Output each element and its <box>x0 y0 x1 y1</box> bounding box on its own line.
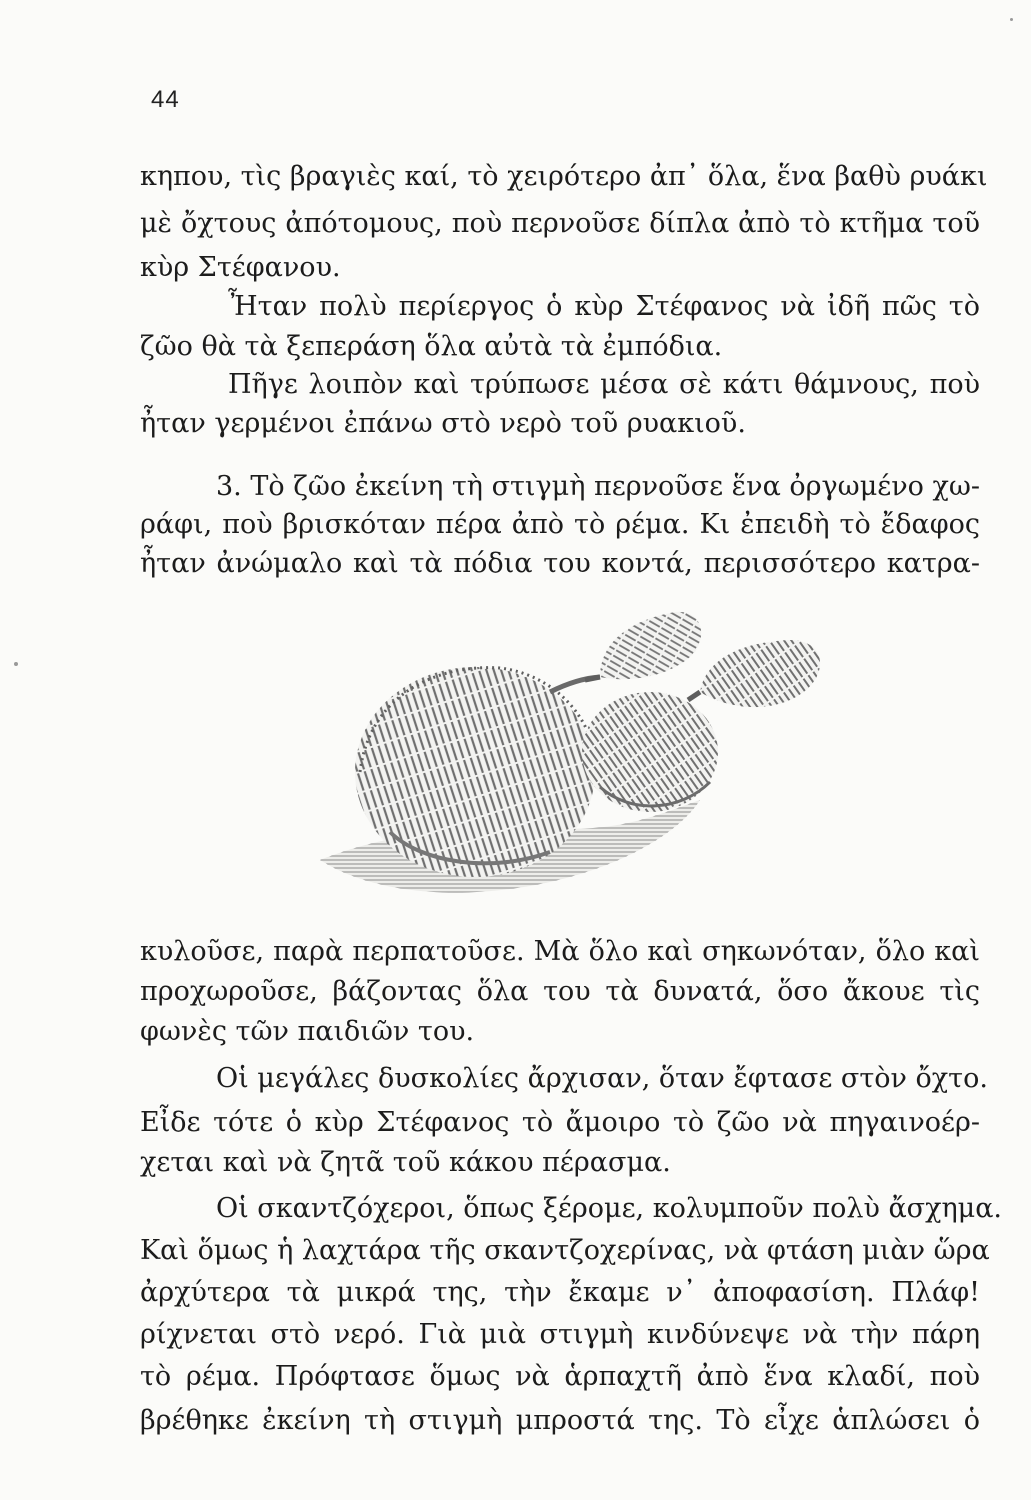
text-line: κὺρ Στέφανου. <box>140 252 341 283</box>
text-line: βρέθηκε ἐκείνη τὴ στιγμὴ μπροστά της. Τὸ εἶχε ἁπλώσει ὁ <box>140 1405 980 1436</box>
text-line: τὸ ρέμα. Πρόφτασε ὅμως νὰ ἁρπαχτῆ ἀπὸ ἕνα κλαδί, ποὺ <box>140 1361 980 1392</box>
text-line: μὲ ὄχτους ἀπότομους, ποὺ περνοῦσε δίπλα ἀπὸ τὸ κτῆμα τοῦ <box>140 208 980 239</box>
text-line: ζῶο θὰ τὰ ξεπεράση ὅλα αὐτὰ τὰ ἐμπόδια. <box>140 331 723 362</box>
hedgehog-illustration <box>300 582 840 912</box>
scan-speck <box>1010 18 1013 21</box>
text-line: ἦταν γερμένοι ἐπάνω στὸ νερὸ τοῦ ρυακιοῦ. <box>140 408 746 439</box>
text-line: φωνὲς τῶν παιδιῶν του. <box>140 1016 475 1047</box>
text-line: ρίχνεται στὸ νερό. Γιὰ μιὰ στιγμὴ κινδύνεψε νὰ τὴν πάρη <box>140 1319 980 1350</box>
text-line: Εἶδε τότε ὁ κὺρ Στέφανος τὸ ἄμοιρο τὸ ζῶο νὰ πηγαινοέρ- <box>140 1107 980 1138</box>
text-line: Οἱ σκαντζόχεροι, ὅπως ξέρομε, κολυμποῦν πολὺ ἄσχημα. <box>216 1193 1003 1224</box>
text-line: κυλοῦσε, παρὰ περπατοῦσε. Μὰ ὅλο καὶ σηκωνόταν, ὅλο καὶ <box>140 936 980 967</box>
baby-hedgehog <box>688 640 820 707</box>
baby-hedgehog <box>582 692 718 812</box>
text-line: Ἦταν πολὺ περίεργος ὁ κὺρ Στέφανος νὰ ἰδῆ πῶς τὸ <box>228 291 980 322</box>
page-number: 44 <box>151 86 180 113</box>
text-line: Πῆγε λοιπὸν καὶ τρύπωσε μέσα σὲ κάτι θάμνους, ποὺ <box>228 369 980 400</box>
text-line: χεται καὶ νὰ ζητᾶ τοῦ κάκου πέρασμα. <box>140 1147 671 1178</box>
baby-hedgehog <box>585 612 701 680</box>
text-line: ἦταν ἀνώμαλο καὶ τὰ πόδια του κοντά, περισσότερο κατρα- <box>140 548 980 579</box>
scan-speck <box>14 662 18 666</box>
text-line: ἀρχύτερα τὰ μικρά της, τὴν ἔκαμε ν᾽ ἀποφασίση. Πλάφ! <box>140 1277 980 1308</box>
text-line: 3. Τὸ ζῶο ἐκείνη τὴ στιγμὴ περνοῦσε ἕνα ὀργωμένο χω- <box>216 471 980 502</box>
text-line: Καὶ ὅμως ἡ λαχτάρα τῆς σκαντζοχερίνας, νὰ φτάση μιὰν ὥρα <box>140 1235 990 1266</box>
text-line: ράφι, ποὺ βρισκόταν πέρα ἀπὸ τὸ ρέμα. Κι ἐπειδὴ τὸ ἔδαφος <box>140 509 980 540</box>
text-line: Οἱ μεγάλες δυσκολίες ἄρχισαν, ὅταν ἔφτασε στὸν ὄχτο. <box>216 1063 988 1094</box>
text-line: κηπου, τὶς βραγιὲς καί, τὸ χειρότερο ἀπ᾽ ὅλα, ἕνα βαθὺ ρυάκι <box>140 161 988 192</box>
text-line: προχωροῦσε, βάζοντας ὅλα του τὰ δυνατά, ὅσο ἄκουε τὶς <box>140 976 980 1007</box>
